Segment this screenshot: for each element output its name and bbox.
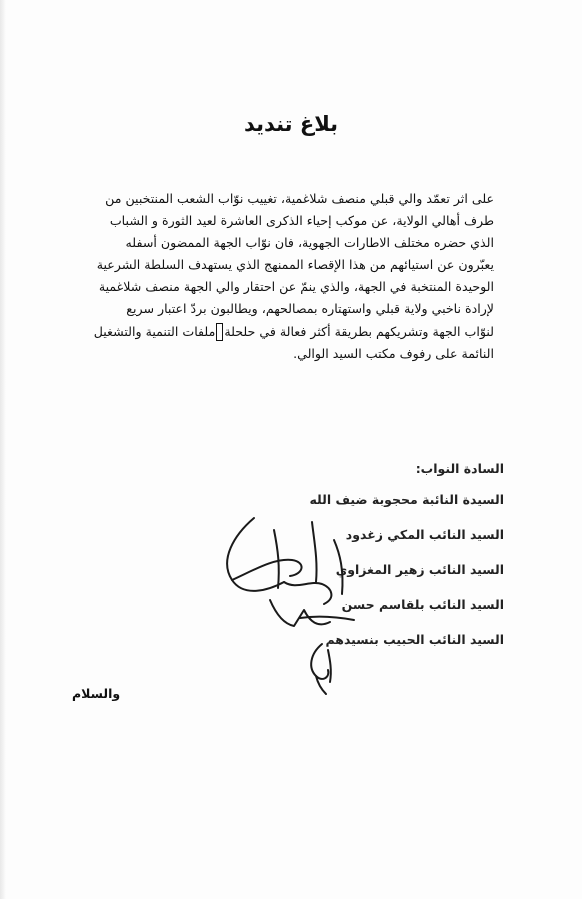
signatory-5: السيد النائب الحبيب بنسيدهم <box>325 632 504 647</box>
signatory-1: السيدة النائبة محجوبة ضيف الله <box>309 492 504 507</box>
signatories-heading: السادة النواب: <box>415 461 504 476</box>
document-title: بلاغ تنديد <box>243 112 339 136</box>
signatory-2: السيد النائب المكي زغدود <box>345 527 504 542</box>
paragraph-line-3: الذي حضره مختلف الاطارات الجهوية، فان نوّاب الجهة الممضون أسفله <box>125 235 494 251</box>
handwritten-initial <box>300 640 340 696</box>
signatory-4: السيد النائب بلقاسم حسن <box>341 597 504 612</box>
paragraph-line-7a: لنوّاب الجهة وتشريكهم بطريقة أكثر فعالة في حلحلة <box>224 323 494 339</box>
paragraph-line-4: يعبّرون عن استيائهم من هذا الإقصاء الممنهج الذي يستهدف السلطة الشرعية <box>96 257 494 273</box>
statement-paragraph <box>72 188 494 365</box>
paragraph-line-7b: ملفات التنمية والتشغيل <box>93 323 216 339</box>
paragraph-line-2: طرف أهالي الولاية، عن موكب إحياء الذكرى العاشرة لعيد الثورة و الشباب <box>109 213 494 229</box>
paragraph-line-7 <box>72 321 494 343</box>
signatory-3: السيد النائب زهير المغزاوي <box>335 562 504 577</box>
paragraph-line-6: لإرادة ناخبي ولاية قبلي واستهتاره بمصالحهم، ويطالبون بردّ اعتبار سريع <box>126 301 494 317</box>
text-cursor-mark <box>216 323 223 341</box>
paragraph-line-5: الوحيدة المنتخبة في الجهة، والذي ينمّ عن احتقار والي الجهة منصف شلاغمية <box>98 279 494 295</box>
closing-greeting: والسلام <box>72 686 121 701</box>
paragraph-line-1: على اثر تعمّد والي قبلي منصف شلاغمية، تغييب نوّاب الشعب المنتخبين من <box>105 191 494 206</box>
handwritten-signature <box>214 510 364 640</box>
paragraph-line-8: النائمة على رفوف مكتب السيد الوالي. <box>293 345 494 361</box>
